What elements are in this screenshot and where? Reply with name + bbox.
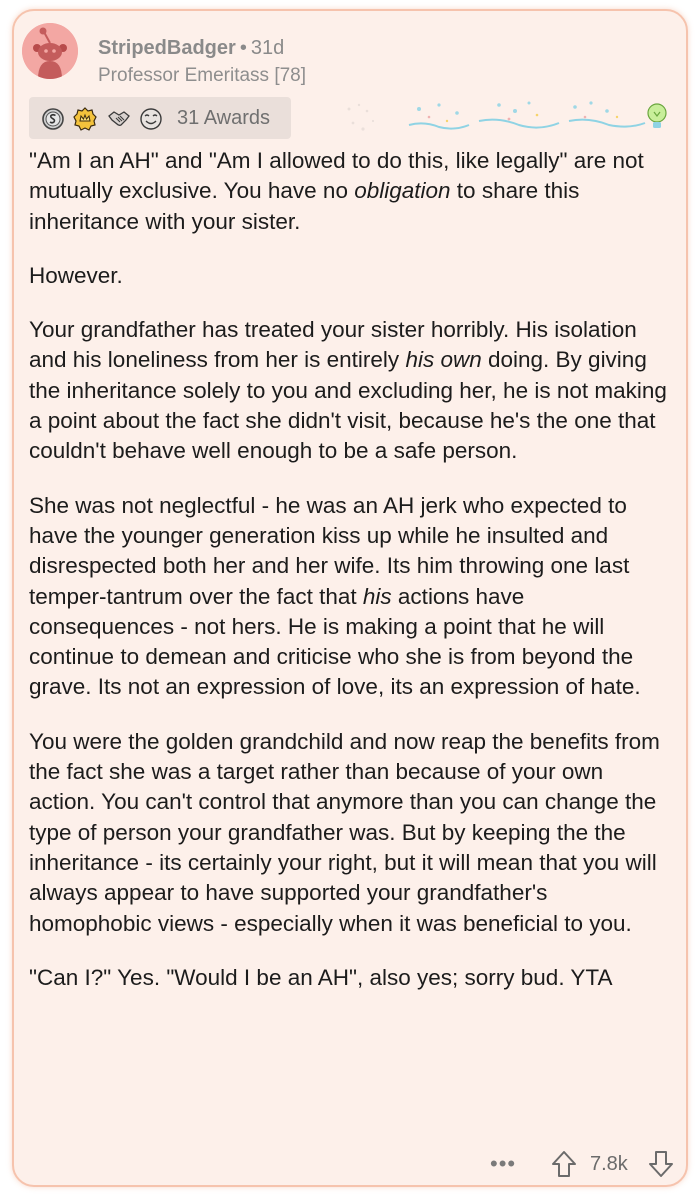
paragraph-text: Your grandfather has treated your sister horribly. His isolation and his loneliness from her is entirely	[29, 317, 637, 373]
paragraph-text: She was not neglectful - he was an AH jerk who expected to have the younger generation kiss up while he insulted and disrespected both her and her wife. Its him throwing one last temper-tantrum over the fact that	[29, 492, 630, 609]
emphasis-text: his	[362, 583, 392, 609]
emphasis-text: obligation	[354, 178, 451, 204]
paragraph-text: "Can I?" Yes. "Would I be an AH", also yes; sorry bud. YTA	[29, 964, 613, 990]
comment-footer	[14, 1147, 690, 1183]
comment-body	[29, 146, 669, 1017]
vote-score: 7.8k	[590, 1153, 628, 1175]
avatar[interactable]	[22, 23, 78, 79]
gold-crown-icon	[73, 107, 97, 131]
awards-button[interactable]	[29, 97, 291, 139]
user-flair: Professor Emeritass [78]	[98, 65, 307, 86]
handshake-icon	[107, 107, 131, 131]
awards-count: 31 Awards	[177, 107, 271, 129]
snoo-avatar-icon	[22, 23, 78, 79]
award-confetti-animation-icon	[329, 97, 669, 139]
emphasis-text: his own	[405, 347, 482, 373]
paragraph-text: actions have consequences - not hers. He is making a point that he will continue to demean and criticise who she is from beyond the grave. Its not an expression of love, its an expression of hate.	[29, 583, 641, 700]
comment-paragraph	[29, 727, 669, 939]
author-line	[98, 37, 284, 60]
comment-card	[12, 9, 688, 1187]
silver-coin-icon	[41, 107, 65, 131]
paragraph-text: However.	[29, 262, 123, 288]
comment-paragraph	[29, 261, 669, 291]
awards-row	[29, 97, 669, 139]
paragraph-text: doing. By giving the inheritance solely to you and excluding her, he is not making a point about the fact she didn't visit, because he's the one that couldn't behave well enough to be a safe person.	[29, 347, 667, 464]
upvote-arrow-icon[interactable]	[550, 1149, 578, 1179]
comment-age: 31d	[250, 37, 285, 59]
paragraph-text: You were the golden grandchild and now reap the benefits from the fact she was a target rather than because of your own action. You can't control that anymore than you can change the type of person your grandfather was. But by keeping the the inheritance - its certainly your right, but it will mean that you will always appear to have supported your grandfather's homophobic views - especially when it was beneficial to you.	[29, 728, 660, 936]
comment-paragraph	[29, 315, 669, 466]
comment-header	[22, 23, 662, 86]
separator-dot: •	[239, 37, 247, 59]
comment-paragraph	[29, 491, 669, 703]
paragraph-text: "Am I an AH" and "Am I allowed to do this, like legally" are not mutually exclusive. You have no	[29, 148, 644, 204]
smiling-face-icon	[139, 107, 163, 131]
more-options-button[interactable]: •••	[490, 1151, 517, 1176]
paragraph-text: to share this inheritance with your sister.	[29, 178, 580, 234]
username-link[interactable]: StripedBadger	[98, 37, 236, 59]
comment-paragraph	[29, 963, 669, 993]
comment-paragraph	[29, 146, 669, 237]
downvote-arrow-icon[interactable]	[647, 1149, 675, 1179]
